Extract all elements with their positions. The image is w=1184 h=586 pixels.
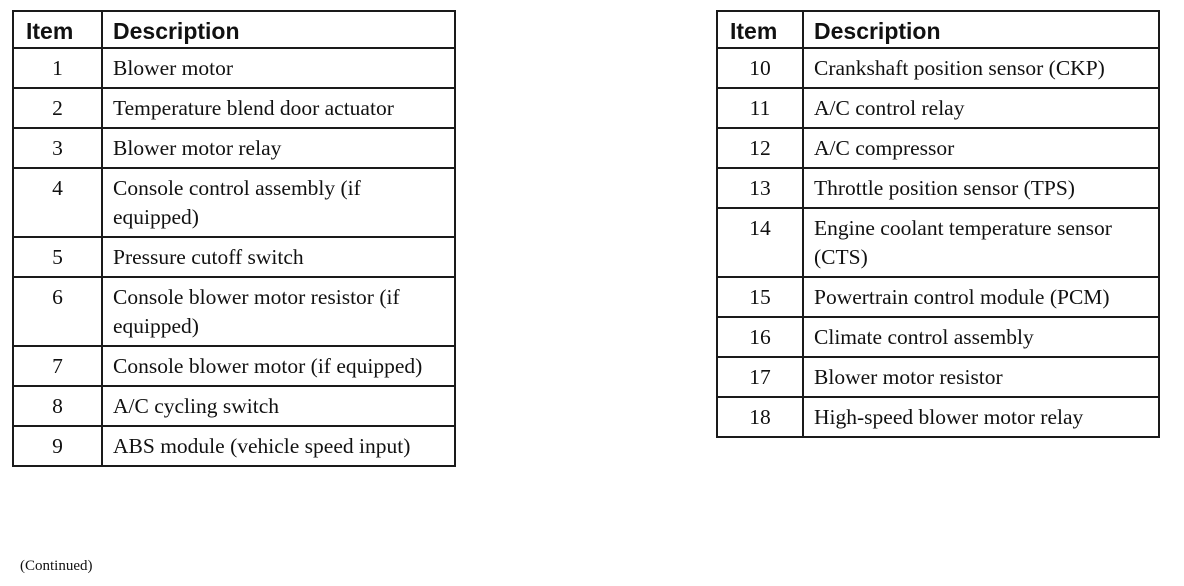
item-number: 12 xyxy=(717,128,803,168)
item-number: 8 xyxy=(13,386,102,426)
table-row xyxy=(717,357,1159,397)
description-column-header: Description xyxy=(803,11,1159,48)
item-number: 17 xyxy=(717,357,803,397)
item-description: Climate control assembly xyxy=(803,317,1159,357)
item-description: Throttle position sensor (TPS) xyxy=(803,168,1159,208)
continued-note: (Continued) xyxy=(20,558,93,574)
item-number: 4 xyxy=(13,168,102,237)
item-description: Console blower motor resistor (if equipped) xyxy=(102,277,455,346)
table-row xyxy=(717,128,1159,168)
table-row xyxy=(13,168,455,237)
table-row xyxy=(13,128,455,168)
item-number: 3 xyxy=(13,128,102,168)
header-row xyxy=(717,11,1159,48)
item-number: 11 xyxy=(717,88,803,128)
item-number: 15 xyxy=(717,277,803,317)
item-description: Blower motor relay xyxy=(102,128,455,168)
item-number: 5 xyxy=(13,237,102,277)
table-row xyxy=(717,397,1159,437)
table-row xyxy=(717,88,1159,128)
component-legend-table-right xyxy=(716,10,1160,438)
item-description: Crankshaft position sensor (CKP) xyxy=(803,48,1159,88)
table-row xyxy=(13,88,455,128)
item-description: Blower motor resistor xyxy=(803,357,1159,397)
component-legend-table-left xyxy=(12,10,456,467)
table-row xyxy=(13,346,455,386)
item-number: 9 xyxy=(13,426,102,466)
table-row xyxy=(13,386,455,426)
table-row xyxy=(13,426,455,466)
table-row xyxy=(13,237,455,277)
item-description: Pressure cutoff switch xyxy=(102,237,455,277)
item-description: ABS module (vehicle speed input) xyxy=(102,426,455,466)
item-description: Console blower motor (if equipped) xyxy=(102,346,455,386)
item-number: 18 xyxy=(717,397,803,437)
table-row xyxy=(13,277,455,346)
item-description: Blower motor xyxy=(102,48,455,88)
item-number: 2 xyxy=(13,88,102,128)
item-description: A/C compressor xyxy=(803,128,1159,168)
item-number: 6 xyxy=(13,277,102,346)
item-number: 16 xyxy=(717,317,803,357)
table-row xyxy=(717,48,1159,88)
header-row xyxy=(13,11,455,48)
item-description: High-speed blower motor relay xyxy=(803,397,1159,437)
item-column-header: Item xyxy=(717,11,803,48)
item-description: Powertrain control module (PCM) xyxy=(803,277,1159,317)
item-description: A/C control relay xyxy=(803,88,1159,128)
item-description: Engine coolant temperature sensor (CTS) xyxy=(803,208,1159,277)
item-number: 7 xyxy=(13,346,102,386)
item-number: 1 xyxy=(13,48,102,88)
item-number: 13 xyxy=(717,168,803,208)
table-row xyxy=(717,317,1159,357)
table-row xyxy=(13,48,455,88)
item-column-header: Item xyxy=(13,11,102,48)
table-row xyxy=(717,168,1159,208)
table-row xyxy=(717,277,1159,317)
item-description: A/C cycling switch xyxy=(102,386,455,426)
item-description: Console control assembly (if equipped) xyxy=(102,168,455,237)
item-number: 14 xyxy=(717,208,803,277)
description-column-header: Description xyxy=(102,11,455,48)
item-number: 10 xyxy=(717,48,803,88)
item-description: Temperature blend door actuator xyxy=(102,88,455,128)
table-row xyxy=(717,208,1159,277)
